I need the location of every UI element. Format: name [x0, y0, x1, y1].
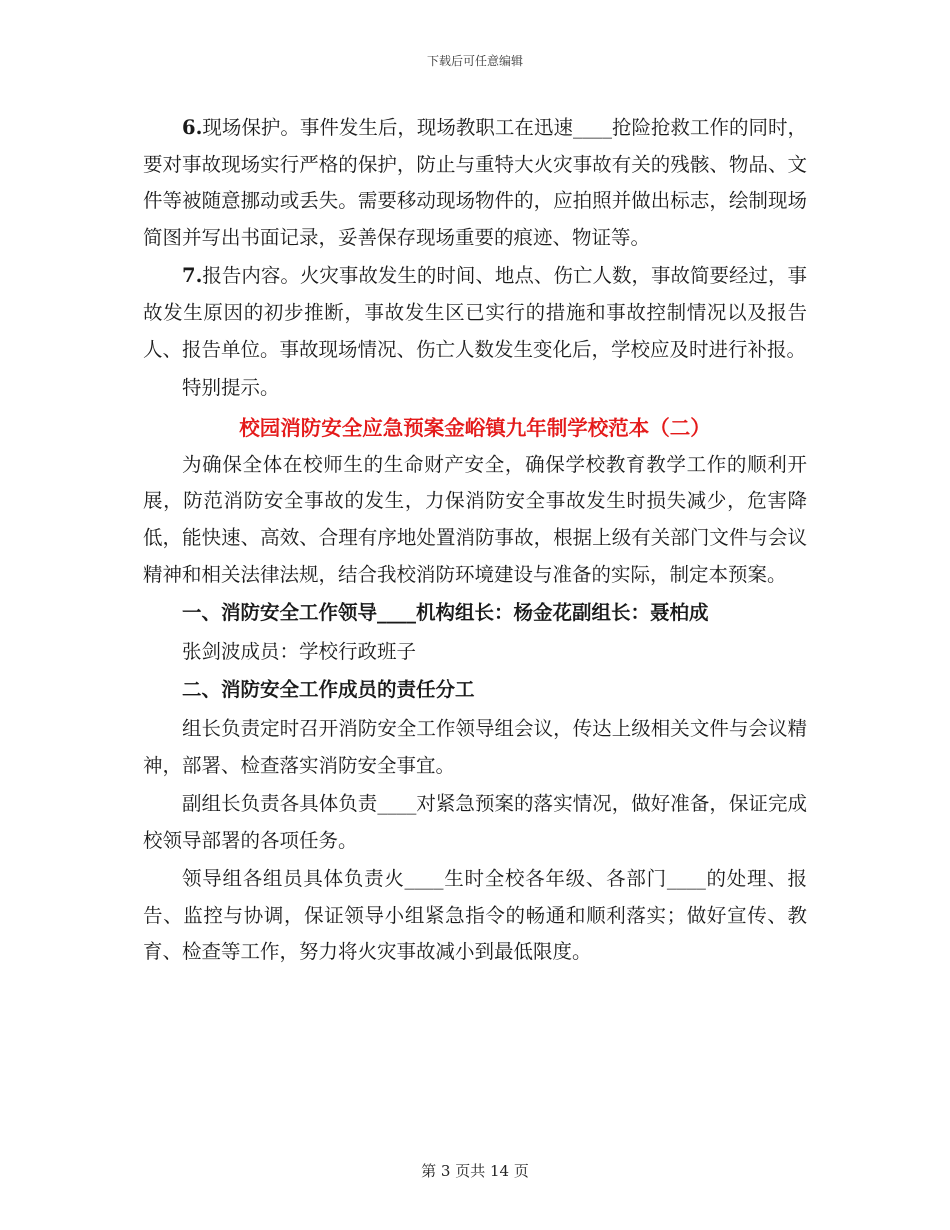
duty-paragraph-members: 领导组各组员具体负责火____生时全校各年级、各部门____的处理、报告、监控与协调，保证领导小组紧急指令的畅通和顺利落实；做好宣传、教育、检查等工作，努力将火灾事故减小到最低限度。 [143, 867, 807, 964]
duty-paragraph-leader: 组长负责定时召开消防安全工作领导组会议，传达上级相关文件与会议精神，部署、检查落实消防安全事宜。 [143, 716, 807, 777]
paragraph-number: 6. [182, 116, 203, 139]
paragraph-text: 报告内容。火灾事故发生的时间、地点、伤亡人数，事故简要经过，事故发生原因的初步推断，事故发生区已实行的措施和事故控制情况以及报告人、报告单位。事故现场情况、伤亡人数发生变化后，学校应及时进行补报。 [143, 264, 807, 361]
paragraph-text: 特别提示。 [182, 376, 280, 400]
section-title: 校园消防安全应急预案金峪镇九年制学校范本（二） [239, 415, 711, 440]
header-note: 下载后可任意编辑 [426, 54, 523, 68]
duty-paragraph-deputy: 副组长负责各具体负责____对紧急预案的落实情况，做好准备，保证完成校领导部署的各项任务。 [143, 792, 807, 852]
special-note [143, 370, 807, 407]
paragraph-item-7 [143, 258, 807, 368]
heading-duties: 二、消防安全工作成员的责任分工 [182, 678, 475, 702]
intro-paragraph: 为确保全体在校师生的生命财产安全，确保学校教育教学工作的顺利开展，防范消防安全事故的发生，力保消防安全事故发生时损失减少，危害降低，能快速、高效、合理有序地处置消防事故，根据上级有关部门文件与会议精神和相关法律法规，结合我校消防环境建设与准备的实际，制定本预案。 [143, 452, 807, 586]
paragraph-number: 7. [182, 264, 203, 288]
heading-leadership: 一、消防安全工作领导____机构组长：杨金花副组长：聂柏成 [182, 601, 709, 625]
paragraph-item-6 [143, 110, 807, 256]
paragraph-text: 现场保护。事件发生后，现场教职工在迅速____抢险抢救工作的同时，要对事故现场实行严格的保护，防止与重特大火灾事故有关的残骸、物品、文件等被随意挪动或丢失。需要移动现场物件的，应拍照并做出标志，绘制现场简图并写出书面记录，妥善保存现场重要的痕迹、物证等。 [143, 116, 807, 249]
members-line: 张剑波成员：学校行政班子 [182, 639, 417, 663]
page-footer: 第 3 页共 14 页 [421, 1162, 529, 1180]
document-body [143, 110, 807, 973]
